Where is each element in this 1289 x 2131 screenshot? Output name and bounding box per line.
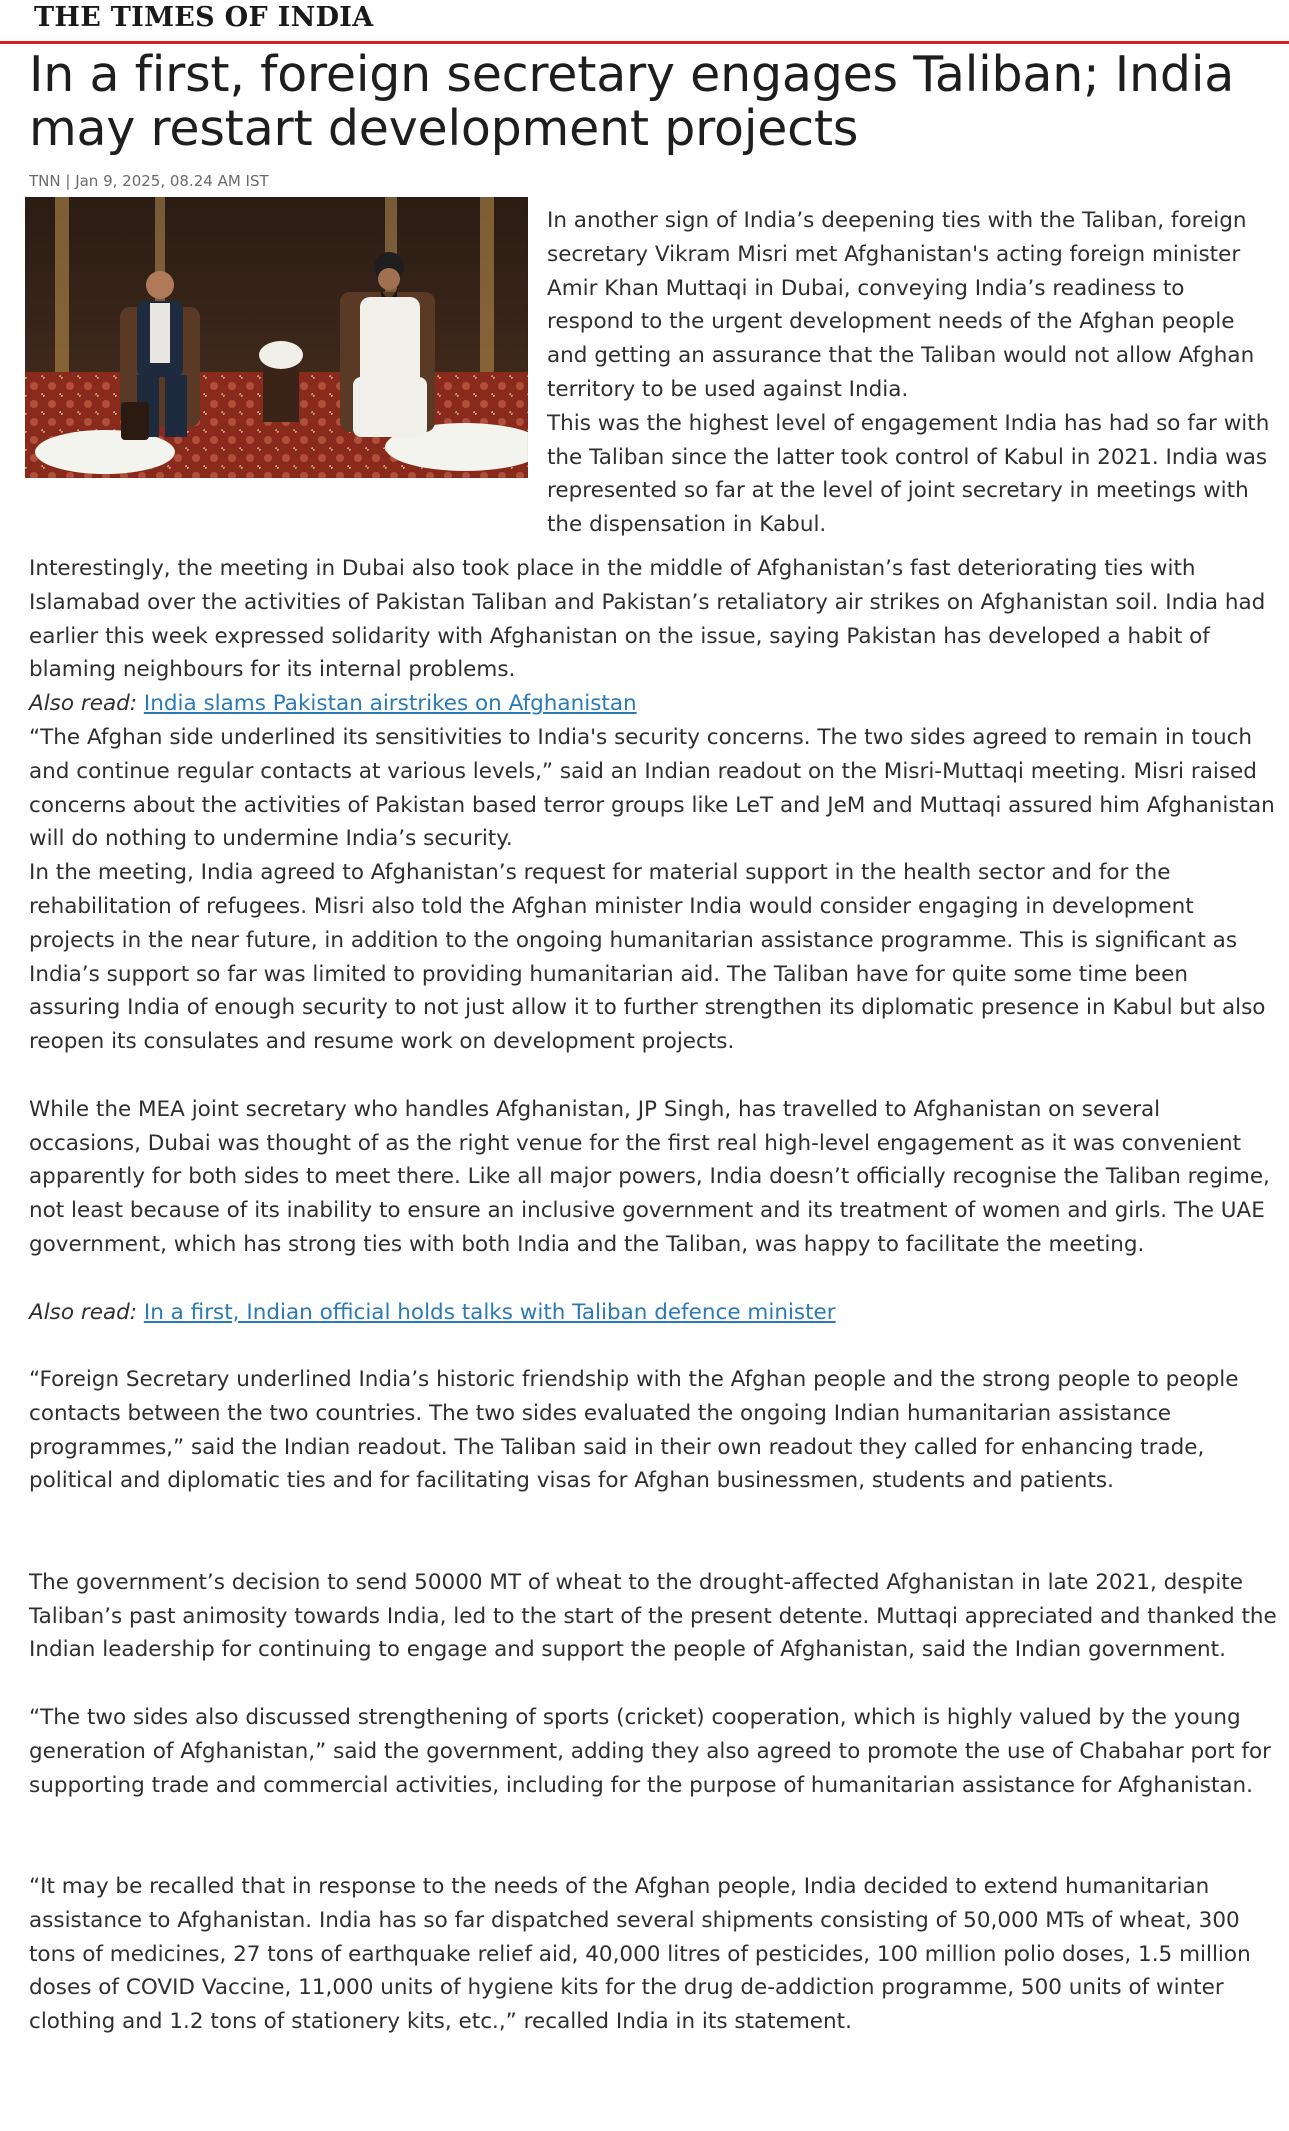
article-paragraph: “It may be recalled that in response to the needs of the Afghan people, India decided to extend humanitarian assistance to Afghanistan. India has so far dispatched several shipments consisting of 50,000 MTs of wheat, 300 tons of medicines, 27 tons of earthquake relief aid, 40,000 litres of pesticides, 100 million polio doses, 1.5 million doses of COVID Vaccine, 11,000 units of hygiene kits for the drug de-addiction programme, 500 units of winter clothing and 1.2 tons of stationery kits, etc.,” recalled India in its statement. [29, 1874, 1251, 2035]
also-read-label: Also read: [29, 691, 138, 717]
article-headline: In a first, foreign secretary engages Taliban; India may restart development projects [29, 46, 1235, 157]
masthead [0, 0, 1289, 44]
article-paragraph: In the meeting, India agreed to Afghanistan’s request for material support in the health sector and for the rehabilitation of refugees. Misri also told the Afghan minister India would consider engaging in development projects in the near future, in addition to the ongoing humanitarian assistance programme. This is significant as India’s support so far was limited to providing humanitarian aid. The Taliban have for quite some time been assuring India of enough security to not just allow it to further strengthen its diplomatic presence in Kabul but also reopen its consulates and resume work on development projects. [29, 860, 1266, 1055]
article-body [29, 204, 1277, 2039]
article-paragraph: This was the highest level of engagement India has had so far with the Taliban since the latter took control of Kabul in 2021. India was represented so far at the level of joint secretary in meetings with the dispensation in Kabul. [547, 410, 1270, 538]
also-read-link[interactable]: India slams Pakistan airstrikes on Afghanistan [143, 691, 637, 717]
article-paragraph: In another sign of India’s deepening ties with the Taliban, foreign secretary Vikram Misri met Afghanistan's acting foreign minister Amir Khan Muttaqi in Dubai, conveying India’s readiness to respond to the urgent development needs of the Afghan people and getting an assurance that the Taliban would not allow Afghan territory to be used against India. [547, 208, 1255, 402]
article-paragraph: The government’s decision to send 50000 MT of wheat to the drought-affected Afghanistan in late 2021, despite Taliban’s past animosity towards India, led to the start of the present detente. Muttaqi appreciated and thanked the Indian leadership for continuing to engage and support the people of Afghanistan, said the Indian government. [29, 1569, 1277, 1663]
masthead-divider [0, 41, 1289, 44]
also-read [29, 1296, 1277, 1330]
article-paragraph: “Foreign Secretary underlined India’s historic friendship with the Afghan people and the strong people to people contacts between the two countries. The two sides evaluated the ongoing Indian humanitarian assistance programmes,” said the Indian readout. The Taliban said in their own readout they called for enhancing trade, political and diplomatic ties and for facilitating visas for Afghan businessmen, students and patients. [29, 1367, 1239, 1494]
article-paragraph: Interestingly, the meeting in Dubai also took place in the middle of Afghanistan’s fast deteriorating ties with Islamabad over the activities of Pakistan Taliban and Pakistan’s retaliatory air strikes on Afghanistan soil. India had earlier this week expressed solidarity with Afghanistan on the issue, saying Pakistan has developed a habit of blaming neighbours for its internal problems. [29, 555, 1266, 683]
article-paragraph: “The Afghan side underlined its sensitivities to India's security concerns. The two sides agreed to remain in touch and continue regular contacts at various levels,” said an Indian readout on the Misri-Muttaqi meeting. Misri raised concerns about the activities of Pakistan based terror groups like LeT and JeM and Muttaqi assured him Afghanistan will do nothing to undermine India’s security. [29, 724, 1275, 852]
also-read-link[interactable]: In a first, Indian official holds talks with Taliban defence minister [143, 1299, 836, 1325]
article-paragraph: “The two sides also discussed strengthening of sports (cricket) cooperation, which is highly valued by the young generation of Afghanistan,” said the government, adding they also agreed to promote the use of Chabahar port for supporting trade and commercial activities, including for the purpose of humanitarian assistance for Afghanistan. [29, 1705, 1271, 1798]
article-byline: TNN | Jan 9, 2025, 08.24 AM IST [29, 172, 269, 190]
also-read [29, 687, 1277, 721]
also-read-label: Also read: [29, 1299, 138, 1325]
article-paragraph: While the MEA joint secretary who handles Afghanistan, JP Singh, has travelled to Afghanistan on several occasions, Dubai was thought of as the right venue for the first real high-level engagement as it was convenient apparently for both sides to meet there. Like all major powers, India doesn’t officially recognise the Taliban regime, not least because of its inability to ensure an inclusive government and its treatment of women and girls. The UAE government, which has strong ties with both India and the Taliban, was happy to facilitate the meeting. [29, 1096, 1270, 1257]
site-logo[interactable]: THE TIMES OF INDIA [34, 2, 374, 33]
